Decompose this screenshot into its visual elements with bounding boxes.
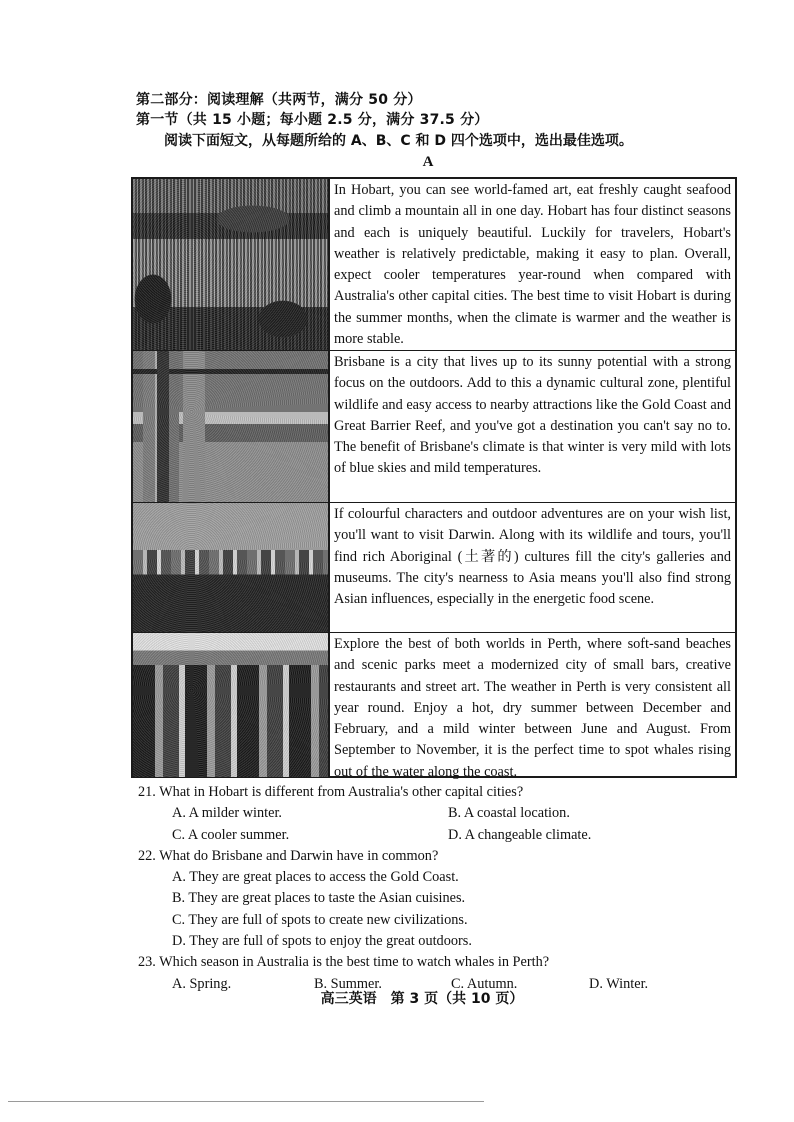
- scan-divider-line: [8, 1101, 484, 1102]
- option-b: B. They are great places to taste the Asian cuisines.: [172, 890, 466, 907]
- page-footer: 高三英语 第 3 页（共 10 页）: [320, 991, 524, 1007]
- passage-table: [131, 177, 737, 778]
- section-header: [136, 90, 736, 171]
- option-d: D. Winter.: [589, 975, 649, 992]
- option-c: C. Autumn.: [451, 975, 518, 992]
- darwin-paragraph: If colourful characters and outdoor adventures are on your wish list, you'll want to visit Darwin. Along with its wildlife and tours, you'll find rich Aboriginal (土著的) cultures fill the city's galleries and museums. The city's nearness to Asia means you'll also find strong Asian influences, especially in the energetic food scene.: [334, 506, 731, 608]
- perth-photo-icon: [133, 633, 330, 777]
- option-d: D. They are full of spots to enjoy the great outdoors.: [172, 933, 472, 950]
- hobart-paragraph: In Hobart, you can see world-famed art, eat freshly caught seafood and climb a mountain all in one day. Hobart has four distinct seasons and each is uniquely beautiful. Luckily for travelers, Hobart's weather is relatively predictable, making it easy to plan. Overall, expect cooler temperatures year-round when compared with Australia's other capital cities. The best time to visit Hobart is during the summer months, when the climate is warmer and the weather is more stable.: [334, 182, 731, 348]
- passage-row-brisbane: [133, 350, 735, 503]
- question-stem: 23. Which season in Australia is the best time to watch whales in Perth?: [138, 954, 550, 971]
- question-list: [138, 782, 758, 995]
- option-c: C. They are full of spots to create new civilizations.: [172, 911, 468, 928]
- brisbane-photo-icon: [133, 351, 330, 503]
- passage-row-hobart: [133, 179, 735, 350]
- section-title: 第一节（共 15 小题；每小题 2.5 分，满分 37.5 分）: [136, 112, 489, 128]
- question-22: [138, 846, 758, 952]
- part-title: 第二部分：阅读理解（共两节，满分 50 分）: [136, 92, 422, 108]
- question-21: [138, 782, 758, 846]
- hobart-photo-icon: [133, 179, 330, 350]
- option-a: A. A milder winter.: [172, 805, 282, 822]
- option-a: A. Spring.: [172, 975, 232, 992]
- perth-paragraph: Explore the best of both worlds in Perth, where soft-sand beaches and scenic parks meet a modernized city of small bars, creative restaurants and street art. The weather in Perth is very consistent all year round. Enjoy a hot, dry summer between December and February, and a mild winter between June and August. From September to November, it is the perfect time to spot whales rising out of the water along the coast.: [334, 636, 731, 780]
- option-a: A. They are great places to access the Gold Coast.: [172, 869, 459, 886]
- question-stem: 22. What do Brisbane and Darwin have in common?: [138, 847, 439, 864]
- option-d: D. A changeable climate.: [448, 826, 592, 843]
- passage-row-perth: [133, 632, 735, 780]
- passage-label: A: [422, 154, 434, 170]
- option-b: B. A coastal location.: [448, 805, 570, 822]
- question-stem: 21. What in Hobart is different from Australia's other capital cities?: [138, 784, 524, 800]
- option-c: C. A cooler summer.: [172, 826, 290, 843]
- passage-row-darwin: [133, 502, 735, 633]
- brisbane-paragraph: Brisbane is a city that lives up to its sunny potential with a strong focus on the outdoors. Add to this a dynamic cultural zone, plentiful wildlife and easy access to nearby attractions like the Gold Coast and Great Barrier Reef, and you've got a destination you can't say no to. The benefit of Brisbane's climate is that winter is very mild with lots of blue skies and mild temperatures.: [334, 354, 731, 477]
- instruction-text: 阅读下面短文，从每题所给的 A、B、C 和 D 四个选项中，选出最佳选项。: [164, 133, 633, 149]
- darwin-photo-icon: [133, 503, 330, 633]
- option-b: B. Summer.: [314, 975, 382, 992]
